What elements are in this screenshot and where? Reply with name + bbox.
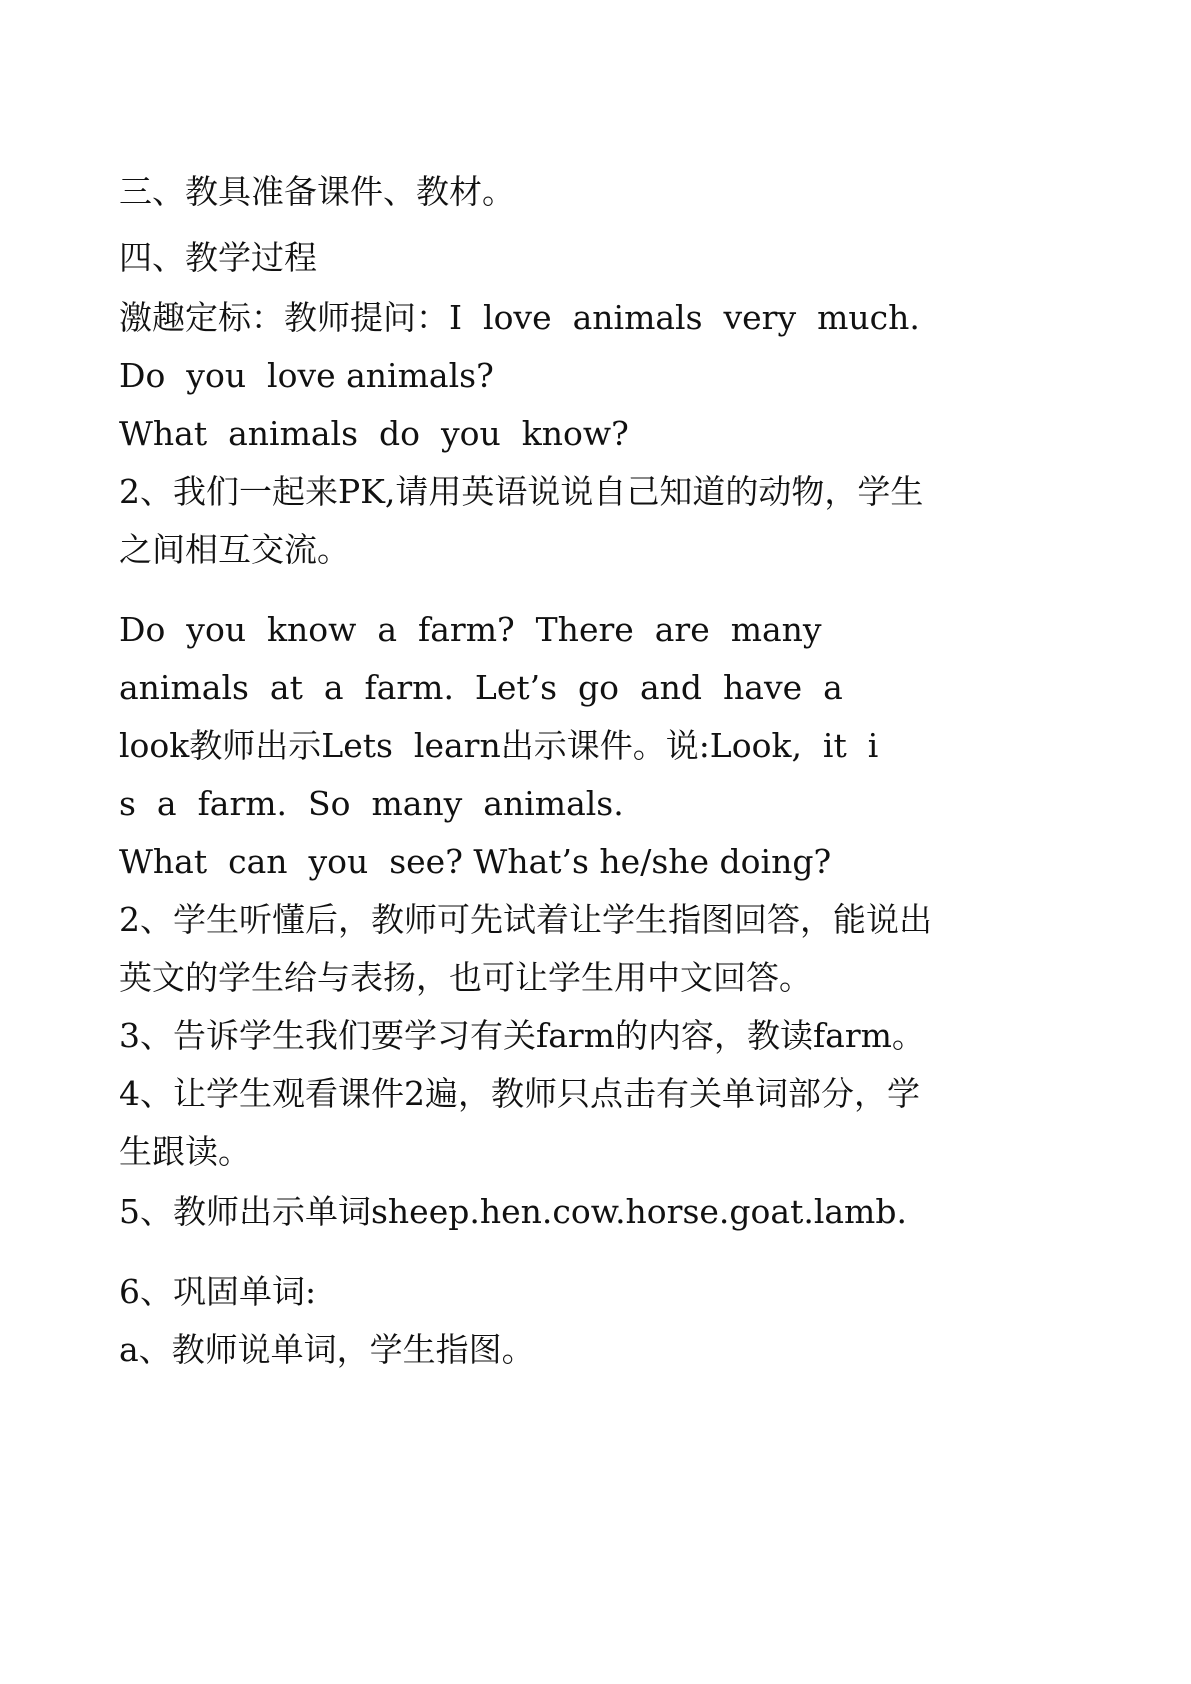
section-heading-teaching-process: 四、教学过程 (119, 238, 317, 277)
text-line: 激趣定标：教师提问：I love animals very much. (119, 298, 920, 337)
text-line: a、教师说单词，学生指图。 (119, 1330, 535, 1369)
text-line: 2、学生听懂后，教师可先试着让学生指图回答，能说出 (119, 900, 932, 939)
text-line: 5、教师出示单词sheep.hen.cow.horse.goat.lamb. (119, 1192, 907, 1231)
text-line: 4、让学生观看课件2遍，教师只点击有关单词部分，学 (119, 1074, 920, 1113)
text-line: animals at a farm. Let’s go and have a (119, 668, 843, 707)
text-line: s a farm. So many animals. (119, 784, 624, 823)
text-line: 生跟读。 (119, 1132, 251, 1171)
text-line: 英文的学生给与表扬，也可让学生用中文回答。 (119, 958, 812, 997)
text-line: 2、我们一起来PK,请用英语说说自己知道的动物，学生 (119, 472, 924, 511)
text-line: What can you see? What’s he/she doing? (119, 842, 832, 881)
text-line: look教师出示Lets learn出示课件。说:Look, it i (119, 726, 879, 765)
text-line: Do you know a farm? There are many (119, 610, 822, 649)
text-line: 3、告诉学生我们要学习有关farm的内容，教读farm。 (119, 1016, 925, 1055)
text-line: 6、巩固单词: (119, 1272, 317, 1311)
text-line: 之间相互交流。 (119, 530, 350, 569)
text-line: Do you love animals? (119, 356, 494, 395)
text-line: What animals do you know? (119, 414, 629, 453)
section-heading-teaching-aids: 三、教具准备课件、教材。 (119, 172, 515, 211)
